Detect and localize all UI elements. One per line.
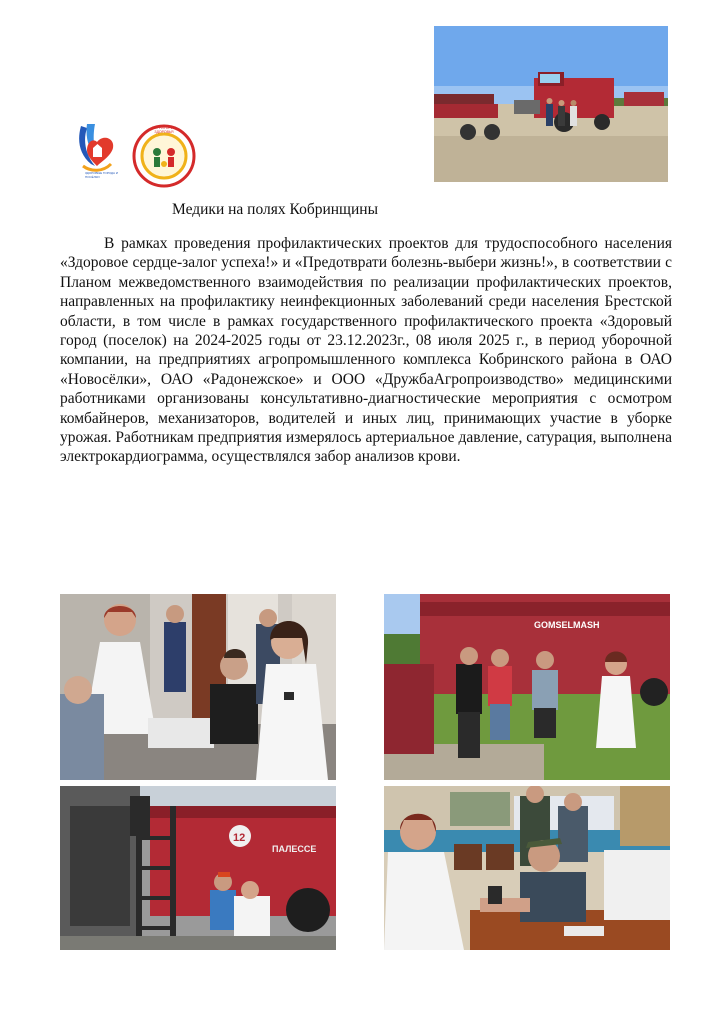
photo-blood-pressure <box>384 786 670 950</box>
territory-health-seal <box>132 124 196 188</box>
combine-brand-label-2: ПАЛЕССЕ <box>272 844 317 854</box>
combine-number-label: 12 <box>233 832 246 844</box>
combine-brand-label: GOMSELMASH <box>534 620 600 630</box>
photo-combine-field <box>434 26 668 182</box>
photo-indoor-checkup <box>60 594 336 780</box>
article-title: Медики на полях Кобринщины <box>172 201 378 218</box>
healthy-city-logo <box>73 120 119 182</box>
territory-health-seal-text: ТЕРРИТОРИЯ ЗДОРОВЬЯ <box>152 126 176 134</box>
healthy-city-logo-text: ЗДОРОВЫЕ ГОРОДА И ПОСЁЛКИ <box>85 171 118 179</box>
photo-group-by-combine <box>384 594 670 780</box>
article-body: В рамках проведения профилактических проектов для трудоспособного населения «Здоровое сердце-залог успеха!» и «Предотврати болезнь-выбери жизнь!», в соответствии с Планом межведомственного взаимодействия по реализации профилактических проектов, направленных на профилактику неинфекционных заболеваний среди населения Брестской области, в том числе в рамках государственного профилактического проекта «Здоровый город (поселок) на 2024-2025 годы от 23.12.2023г., 08 июля 2025 г., в период уборочной компании, на предприятиях агропромышленного комплекса Кобринского района в ОАО «Новосёлки», ОАО «Радонежское» и ООО «ДружбаАгропроизводство» медицинскими работниками организованы консультативно-диагностические мероприятия с осмотром комбайнеров, механизаторов, водителей и иных лиц, принимающих участие в уборке урожая. Работникам предприятия измерялось артериальное давление, сатурация, выполнена электрокардиограмма, осуществлялся забор анализов крови. <box>60 235 672 466</box>
photo-combine-ladder <box>60 786 336 950</box>
